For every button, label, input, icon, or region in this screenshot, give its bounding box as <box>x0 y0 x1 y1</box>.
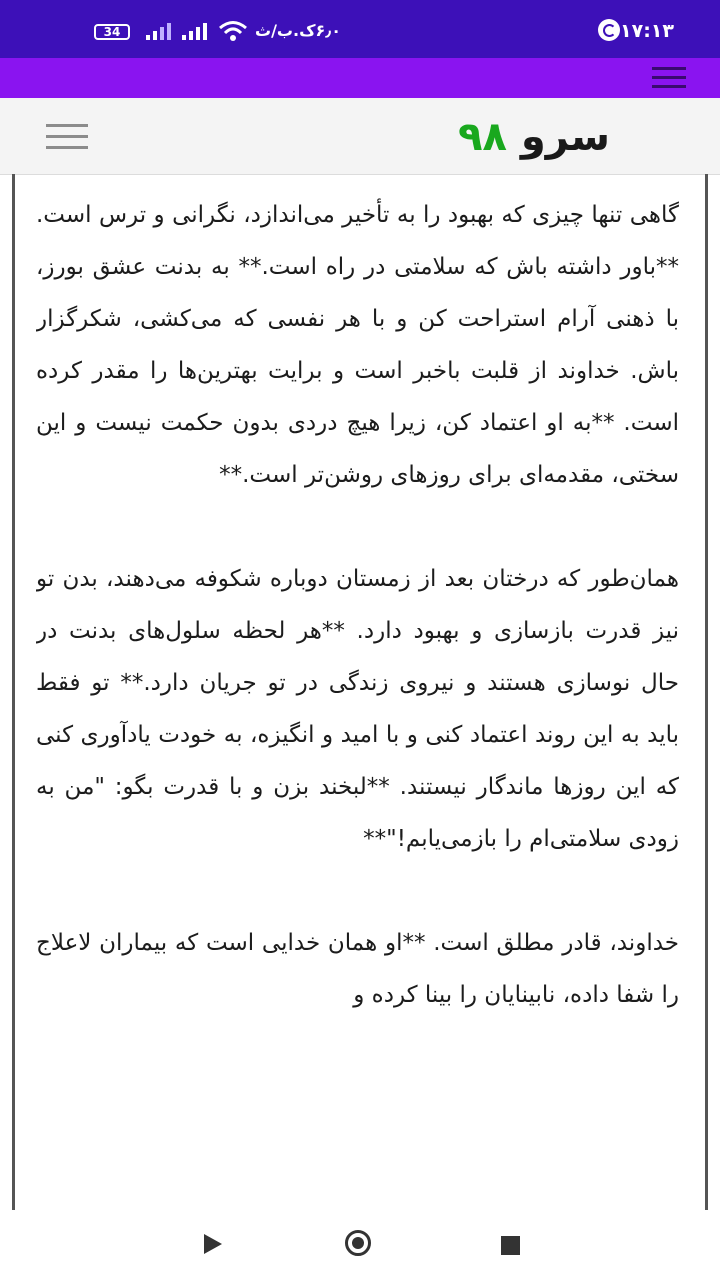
site-logo[interactable] <box>458 114 610 160</box>
network-speed: ۶٫۰ک.ب/ث <box>255 21 341 40</box>
article-paragraph: خداوند، قادر مطلق است. **او همان خدایی است که بیماران لاعلاج را شفا داده، نابینایان را بینا کرده و <box>36 930 679 1008</box>
battery-icon <box>94 24 130 40</box>
back-icon[interactable] <box>204 1234 222 1254</box>
article-paragraph: همان‌طور که درختان بعد از زمستان دوباره شکوفه می‌دهند، بدن تو نیز قدرت بازسازی و بهبود دارد. **هر لحظه سلول‌های بدنت در حال نوسازی هستند و نیروی زندگی در تو جریان دارد.** تو فقط باید به این روند اعتماد کنی و با امید و انگیزه، به خودت یادآوری کنی که این روزها ماندگار نیستند. **لبخند بزن و با قدرت بگو: "من به زودی سلامتی‌ام را بازمی‌یابم!"** <box>36 566 679 852</box>
article-body <box>36 189 679 1210</box>
site-header <box>0 98 720 175</box>
app-notification-icon <box>598 19 620 41</box>
article-paragraph: گاهی تنها چیزی که بهبود را به تأخیر می‌اندازد، نگرانی و ترس است. **باور داشته باش که سلامتی در راه است.** به بدنت عشق بورز، با ذهنی آرام استراحت کن و با هر نفسی که می‌کشی، شکرگزار باش. خداوند از قلبت باخبر است و برایت بهترین‌ها را مقدر کرده است. **به او اعتماد کن، زیرا هیچ دردی بدون حکمت نیست و این سختی، مقدمه‌ای برای روزهای روشن‌تر است.** <box>36 202 679 488</box>
battery-level: 34 <box>103 25 121 39</box>
recent-apps-icon[interactable] <box>501 1236 520 1255</box>
signal-icon <box>146 22 174 40</box>
logo-number: ۹۸ <box>458 114 507 160</box>
app-toolbar <box>0 58 720 98</box>
status-time: ۱۷:۱۳ <box>620 20 674 42</box>
signal-icon <box>182 22 210 40</box>
menu-icon[interactable] <box>652 67 686 89</box>
logo-text: سرو <box>520 114 610 160</box>
home-icon[interactable] <box>345 1230 371 1256</box>
hamburger-menu-icon[interactable] <box>46 124 88 148</box>
status-bar <box>0 0 720 58</box>
system-navigation-bar <box>0 1210 720 1280</box>
wifi-icon <box>218 20 248 42</box>
